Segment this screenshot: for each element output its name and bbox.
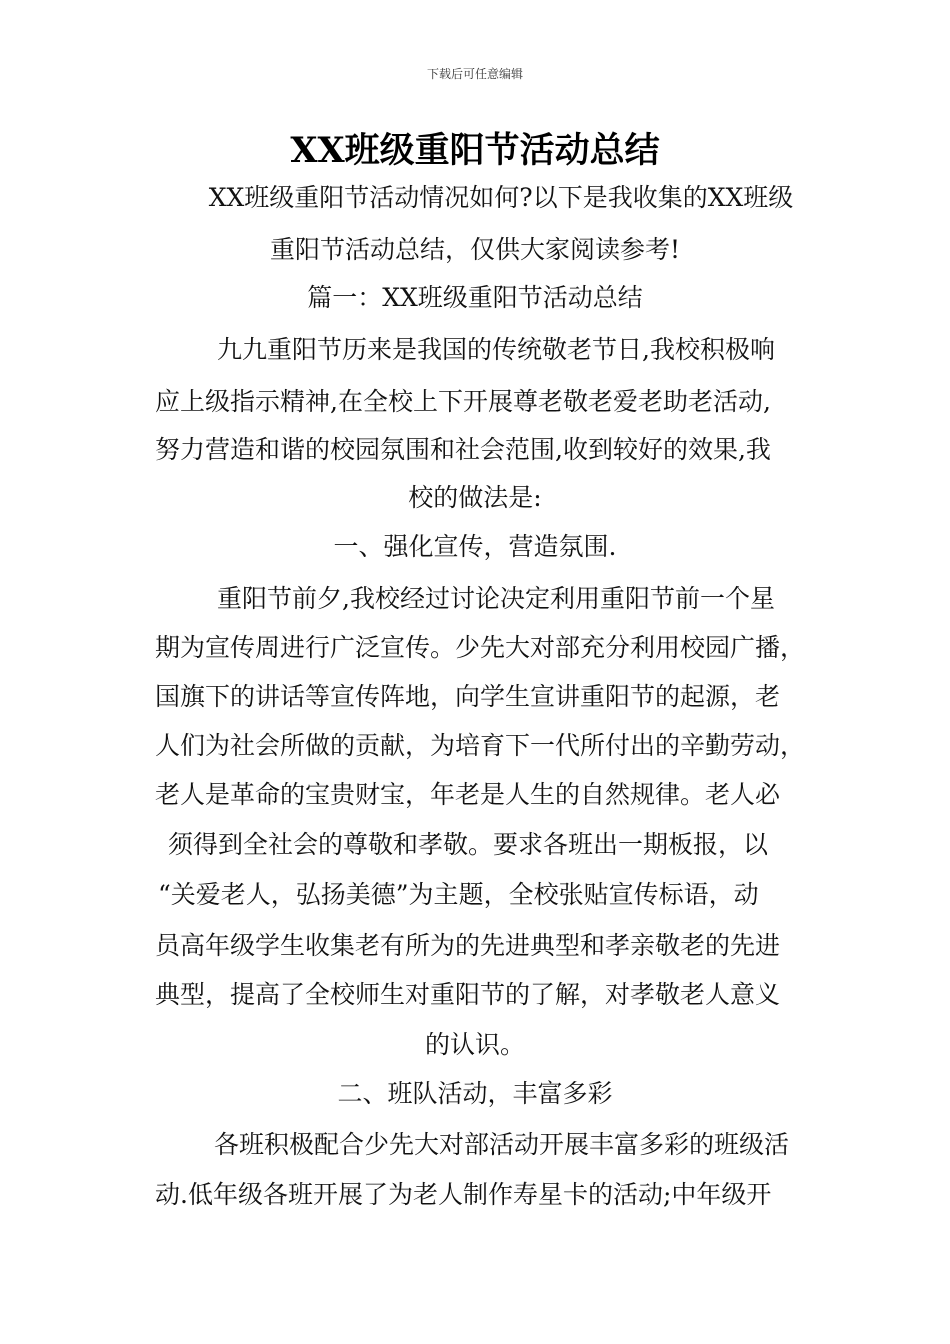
document-title: XX班级重阳节活动总结 <box>290 130 660 171</box>
paragraph-line: 期为宣传周进行广泛宣传。少先大对部充分利用校园广播， <box>155 633 806 662</box>
section-heading-part-one: 篇一：XX班级重阳节活动总结 <box>307 283 643 312</box>
paragraph-line: 重阳节前夕,我校经过讨论决定利用重阳节前一个星 <box>217 584 775 613</box>
subheading-one: 一、强化宣传，营造氛围. <box>333 532 617 561</box>
intro-line-1: XX班级重阳节活动情况如何?以下是我收集的XX班级 <box>208 183 794 212</box>
paragraph-line: 九九重阳节历来是我国的传统敬老节日,我校积极响 <box>217 335 775 364</box>
subheading-two: 二、班队活动，丰富多彩 <box>337 1079 613 1108</box>
paragraph-line: 的认识。 <box>424 1030 525 1059</box>
paragraph-line: 员高年级学生收集老有所为的先进典型和孝亲敬老的先进 <box>155 931 781 960</box>
paragraph-line: 努力营造和谐的校园氛围和社会范围,收到较好的效果,我 <box>155 435 771 464</box>
paragraph-line: 须得到全社会的尊敬和孝敬。要求各班出一期板报，以 <box>168 830 769 859</box>
paragraph-line: 老人是革命的宝贵财宝，年老是人生的自然规律。老人必 <box>155 780 781 809</box>
paragraph-line: 人们为社会所做的贡献，为培育下一代所付出的辛勤劳动， <box>155 731 806 760</box>
paragraph-line: 各班积极配合少先大对部活动开展丰富多彩的班级活 <box>214 1130 790 1159</box>
paragraph-line: 国旗下的讲话等宣传阵地，向学生宣讲重阳节的起源，老 <box>155 682 781 711</box>
intro-line-2: 重阳节活动总结，仅供大家阅读参考! <box>269 235 681 264</box>
paragraph-line: “关爱老人，弘扬美德”为主题，全校张贴宣传标语，动 <box>158 880 759 909</box>
paragraph-line: 校的做法是: <box>408 483 542 512</box>
paragraph-line: 典型，提高了全校师生对重阳节的了解，对孝敬老人意义 <box>155 980 781 1009</box>
paragraph-line: 动.低年级各班开展了为老人制作寿星卡的活动;中年级开 <box>155 1180 772 1209</box>
paragraph-line: 应上级指示精神,在全校上下开展尊老敬老爱老助老活动, <box>155 387 771 416</box>
header-note: 下载后可任意编辑 <box>426 67 523 81</box>
